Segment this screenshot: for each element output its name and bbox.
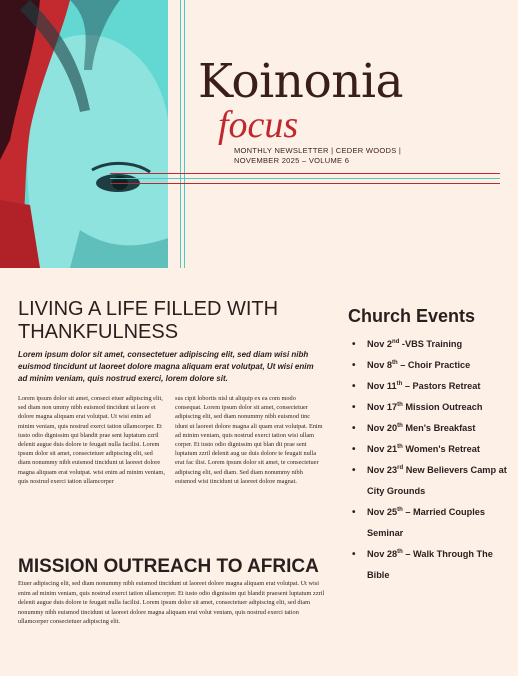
vertical-rule-2 xyxy=(184,0,185,268)
masthead-info xyxy=(234,146,401,166)
event-item: • Nov 21th Women's Retreat xyxy=(350,439,510,460)
masthead-title: Koinonia xyxy=(198,54,404,109)
event-item: • Nov 23rd New Believers Camp at City Grounds xyxy=(350,460,510,502)
events-title: Church Events xyxy=(348,306,476,326)
article-title-line2: THANKFULNESS xyxy=(18,321,179,343)
horizontal-rule-2 xyxy=(110,178,500,179)
mission-title: MISSION OUTREACH TO AFRICA xyxy=(18,556,319,577)
masthead-info-line1: MONTHLY NEWSLETTER | CEDER WOODS | xyxy=(234,146,402,155)
event-item: • Nov 25th – Married Couples Seminar xyxy=(350,502,510,544)
mission-text: Etuer adipiscing elit, sed diam nonummy nibh euismod tincidunt ut laoreet dolore magna aliquam erat volutpat. Ut wisi enim ad minim veniam, quis nostrud exerci tation ullamcorper. Et iusto odio dignissim qui blandit praesent luptatum zzril delenit augue duis dolore te feugait nulla facilisi. Lorem ipsum dolor sit amet, consectetuer adipiscing elit, sed diam nonummy nibh euismod tincidunt ut laoreet dolore magna aliquam erat volut veniam, quis nostrud exerci tation ullamcorper consectetuer adipiscing elit. xyxy=(18,580,325,626)
event-item: • Nov 8th – Choir Practice xyxy=(350,355,510,376)
masthead-info-line2: NOVEMBER 2025 – VOLUME 6 xyxy=(234,156,350,165)
event-item: • Nov 11th – Pastors Retreat xyxy=(350,376,510,397)
cover-photo xyxy=(0,0,168,268)
masthead-subtitle: focus xyxy=(218,104,299,146)
event-item: • Nov 2nd -VBS Training xyxy=(350,334,510,355)
article-title-line1: LIVING A LIFE FILLED WITH xyxy=(18,298,279,320)
article-column-1: Lorem ipsum dolor sit amet, consect etuer adipiscing elit, sed diam non ummy nibh euismod tincidunt ut laore et dolore magna aliquam erat volutpat. Ut wisi enim ad minim veniam, quis nostrud exerci tation ullamcorper. Et iusto odio dignissim qui blandit prae sent luptatum zzril delenit augue duis dolore te feugait nulla facilisi. Lorem ipsum dolor sit amet, consectetuer adipiscing elit, sed diam nonummy nibh euismod tincidunt ut laoreet dolore magna aliquam erat volutpat. wisi enim ad minim veniam, quis nostrud exerci tation ullamcorper xyxy=(18,395,165,485)
events-list xyxy=(350,334,510,586)
event-item: • Nov 28th – Walk Through The Bible xyxy=(350,544,510,586)
horizontal-rule-1 xyxy=(110,173,500,174)
event-item: • Nov 17th Mission Outreach xyxy=(350,397,510,418)
article-title xyxy=(18,298,318,344)
article-column-2: sus cipit lobortis nisl ut aliquip ex ea com modo consequat. Lorem ipsum dolor sit amet, consectetuer adipiscing elit, sed diam nonummy nibh euismod tinc idunt ut laoreet dolore magna ali quam erat volutpat. Enim ad minim veniam, quis nostrud exerci tation wisi ullam corper. Et iusto odio dignissim qui blan dit prae sent luptatum zzril delenit aug ue duis dolore te feugait nulla erat fac ilisi. Lorem ipsum dolor sit amet, te consectetuer adipiscing elit, sed diam. Sed diam nonummy nibh euismod wisi tincidunt ut laoreet dolore magnat. xyxy=(175,395,323,485)
horizontal-rule-3 xyxy=(110,183,500,184)
vertical-rule-1 xyxy=(180,0,181,268)
event-item: • Nov 20th Men's Breakfast xyxy=(350,418,510,439)
article-lede: Lorem ipsum dolor sit amet, consectetuer adipiscing elit, sed diam wisi nibh euismod tincidunt ut laoreet dolore magna aliquam erat volutpat, Ut wisi enim ad minim veniam, quis nostrud exerci, lorem dolore sit. xyxy=(18,350,314,383)
